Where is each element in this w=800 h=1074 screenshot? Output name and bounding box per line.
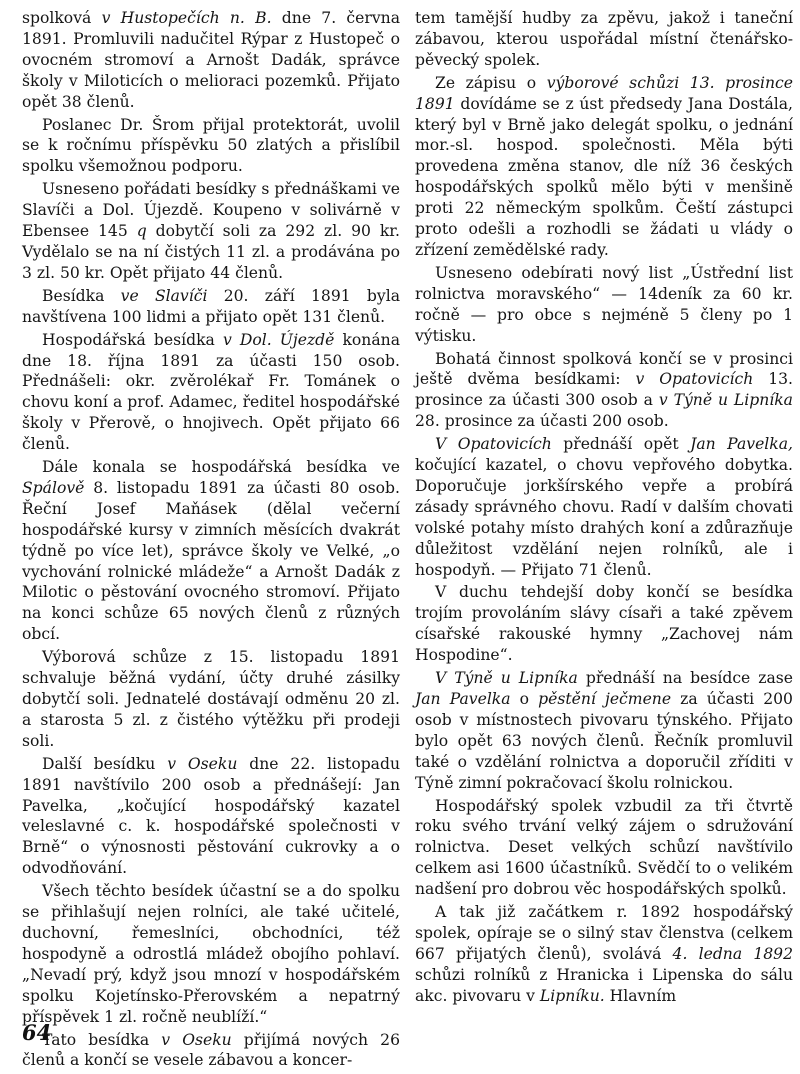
paragraph: Hospodářská besídka v Dol. Újezdě konána dne 18. října 1891 za účasti 150 osob. Přednášeli: okr. zvěrolékař Fr. Tománek o chovu koní a prof. Adamec, ředitel hospodářské školy v Přerově, o hnojivech. Opět přijato 66 členů. — [22, 330, 400, 454]
paragraph: Dále konala se hospodářská besídka ve Spálově 8. listopadu 1891 za účasti 80 osob. Řeční Josef Maňásek (dělal večerní hospodářské kursy v zimních měsících dvakrát týdně po více let), správce školy ve Velké, „o vychování rolnické mládeže“ a Arnošt Dadák z Milotic o pěstování ovocného stromoví. Přijato na konci schůze 65 nových členů z různých obcí. — [22, 458, 400, 644]
paragraph: Ze zápisu o výborové schůzi 13. prosince 1891 dovídáme se z úst předsedy Jana Dostála, který byl v Brně jako delegát spolku, o jednání mor.-sl. hospod. společnosti. Měla býti provedena změna stanov, dle níž 36 českých hospodářských spolků mělo býti v menšině proti 22 německým spolkům. Čeští zástupci proto odešli a rozhodli se žádati u vlády o zřízení zemědělské rady. — [415, 73, 793, 259]
paragraph: Bohatá činnost spolková končí se v prosinci ještě dvěma besídkami: v Opatovicích 13. prosince za účasti 300 osob a v Týně u Lipníka 28. prosince za účasti 200 osob. — [415, 349, 793, 431]
paragraph: Výborová schůze z 15. listopadu 1891 schvaluje běžná vydání, účty druhé zásilky dobytčí soli. Jednatelé dostávají odměnu 20 zl. a starosta 5 zl. z čistého výtěžku při prodeji soli. — [22, 648, 400, 750]
paragraph: V Týně u Lipníka přednáší na besídce zase Jan Pavelka o pěstění ječmene za účasti 200 osob v místnostech pivovaru týnského. Přijato bylo opět 63 nových členů. Řečník promluvil také o vzdělání rolnictva a doporučil zříditi v Týně zimní pokračovací školu rolnickou. — [415, 669, 794, 792]
paragraph: spolková v Hustopečích n. B. dne 7. června 1891. Promluvili nadučitel Rýpar z Hustopeč o ovocném stromoví a Arnošt Dadák, správce školy v Miloticích o melioraci pozemků. Přijato opět 38 členů. — [22, 9, 400, 111]
right-column — [415, 8, 793, 1009]
paragraph: A tak již začátkem r. 1892 hospodářský spolek, opíraje se o silný stav členstva (celkem 667 přijatých členů), svolává 4. ledna 1892 schůzi rolníků z Hranicka i Lipenska do sálu akc. pivovaru v Lipníku. Hlavním — [415, 903, 793, 1005]
paragraph: Tato besídka v Oseku přijímá nových 26 členů a končí se vesele zábavou a koncer- — [22, 1030, 401, 1070]
paragraph: Usneseno pořádati besídky s přednáškami ve Slavíči a Dol. Újezdě. Koupeno v solivárně v Ebensee 145 q dobytčí soli za 292 zl. 90 kr. Vydělalo se na ní čistých 11 zl. a prodávána po 3 zl. 50 kr. Opět přijato 44 členů. — [22, 180, 400, 282]
paragraph: tem tamější hudby za zpěvu, jakož i taneční zábavou, kterou uspořádal místní čtenářsko-pěvecký spolek. — [415, 9, 793, 69]
left-column — [22, 8, 400, 1073]
paragraph: Hospodářský spolek vzbudil za tři čtvrtě roku svého trvání velký zájem o sdružování rolnictva. Deset velkých schůzí navštívilo celkem asi 1600 účastníků. Svědčí to o velikém nadšení pro dobrou věc hospodářských spolků. — [415, 796, 793, 899]
paragraph: Besídka ve Slavíči 20. září 1891 byla navštívena 100 lidmi a přijato opět 131 členů. — [22, 286, 400, 326]
paragraph: Všech těchto besídek účastní se a do spolku se přihlašují nejen rolníci, ale také učitelé, duchovní, řemeslníci, obchodníci, též hospodyně a odrostlá mládež obojího pohlaví. „Nevadí prý, když jsou mnozí v hospodářském spolku Kojetínsko-Přerovském a nepatrný příspěvek 1 zl. ročně neublíží.“ — [22, 882, 400, 1026]
paragraph: Usneseno odebírati nový list „Ústřední list rolnictva moravského“ — 14deník za 60 kr. ročně — pro obce s nejméně 5 členy po 1 výtisku. — [415, 263, 793, 345]
paragraph: V Opatovicích přednáší opět Jan Pavelka, kočující kazatel, o chovu vepřového dobytka. Doporučuje jorkšírského vepře a probírá zásady správného chovu. Radí v dalším chovati volské potahy místo drahých koní a zdůrazňuje důležitost vzdělání nejen rolníků, ale i hospodyň. — Přijato 71 členů. — [415, 435, 793, 579]
paragraph: V duchu tehdejší doby končí se besídka trojím provoláním slávy císaři a také zpěvem císařské rakouské hymny „Zachovej nám Hospodine“. — [415, 583, 793, 665]
paragraph: Poslanec Dr. Šrom přijal protektorát, uvolil se k ročnímu příspěvku 50 zlatých a přislíbil spolku všemožnou podporu. — [22, 115, 400, 176]
page-number: 64 — [22, 1020, 52, 1045]
paragraph: Další besídku v Oseku dne 22. listopadu 1891 navštívilo 200 osob a přednášejí: Jan Pavelka, „kočující hospodářský kazatel veleslavné c. k. hospodářské společnosti v Brně“ o výnosnosti pěstování cukrovky a o odvodňování. — [22, 754, 401, 878]
